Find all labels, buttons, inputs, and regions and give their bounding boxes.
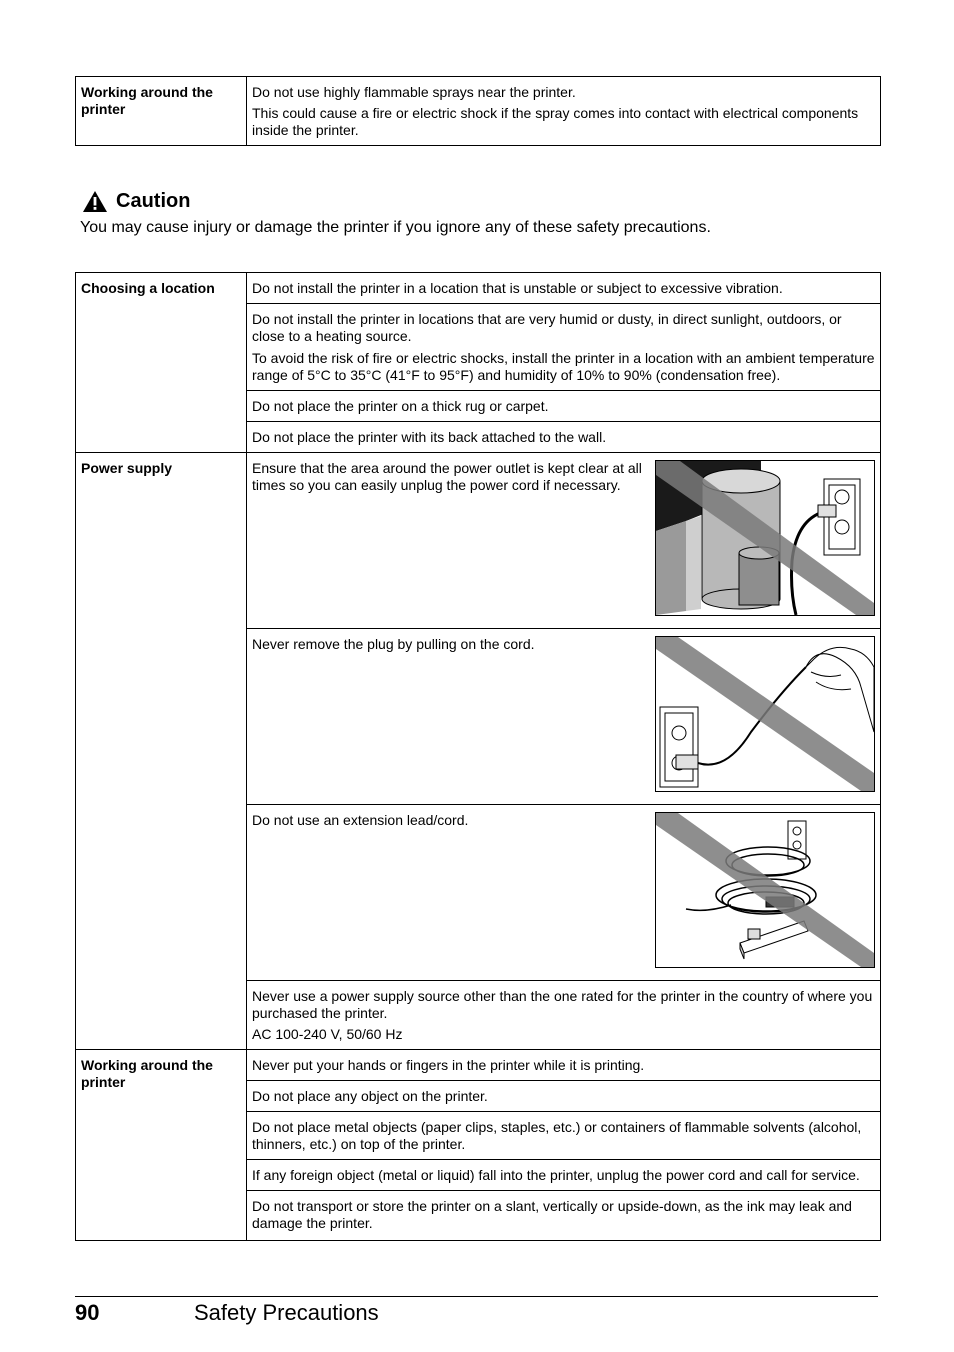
row-header-location: Choosing a location — [76, 273, 247, 453]
location-item-4 — [247, 422, 881, 453]
working-text-1: Never put your hands or fingers in the printer while it is printing. — [252, 1057, 645, 1073]
power-text-4b: AC 100-240 V, 50/60 Hz — [252, 1026, 403, 1042]
location-text-2a: Do not install the printer in locations that are very humid or dusty, in direct sunlight, outdoors, or close to a heating source. — [252, 311, 842, 344]
power-text-2: Never remove the plug by pulling on the cord. — [252, 636, 535, 652]
power-text-3: Do not use an extension lead/cord. — [252, 812, 469, 828]
working-item-3 — [247, 1112, 881, 1160]
caution-heading — [82, 190, 190, 213]
power-item-2 — [247, 629, 881, 805]
working-text-2: Do not place any object on the printer. — [252, 1088, 488, 1104]
working-text-5: Do not transport or store the printer on a slant, vertically or upside-down, as the ink may leak and damage the printer. — [252, 1198, 852, 1231]
extension-cord-illustration — [655, 812, 875, 968]
location-text-1: Do not install the printer in a location that is unstable or subject to excessive vibration. — [252, 280, 783, 296]
pull-cord-illustration — [655, 636, 875, 792]
caution-table — [75, 272, 881, 1241]
caution-title: Caution — [116, 190, 191, 212]
row-header-working: Working around the printer — [76, 77, 247, 146]
location-text-3: Do not place the printer on a thick rug or carpet. — [252, 398, 549, 414]
location-text-4: Do not place the printer with its back attached to the wall. — [252, 429, 607, 445]
power-item-3 — [247, 805, 881, 981]
location-item-3 — [247, 391, 881, 422]
power-item-1 — [247, 453, 881, 629]
location-item-1 — [247, 273, 881, 304]
location-item-2 — [247, 304, 881, 391]
outlet-blocked-illustration — [655, 460, 875, 616]
working-text-3: Do not place metal objects (paper clips, staples, etc.) or containers of flammable solvents (alcohol, thinners, etc.) on top of the printer. — [252, 1119, 862, 1152]
warning-line-1: Do not use highly flammable sprays near the printer. — [252, 84, 576, 100]
warning-triangle-icon — [82, 190, 108, 213]
power-item-4 — [247, 981, 881, 1050]
working-item-5 — [247, 1191, 881, 1241]
working-text-4: If any foreign object (metal or liquid) fall into the printer, unplug the power cord and call for service. — [252, 1167, 860, 1183]
row-header-working-2: Working around the printer — [76, 1050, 247, 1241]
working-item-1 — [247, 1050, 881, 1081]
footer-rule — [75, 1296, 878, 1297]
page-number: 90 — [75, 1300, 100, 1325]
working-item-2 — [247, 1081, 881, 1112]
caution-text: You may cause injury or damage the printer if you ignore any of these safety precautions. — [80, 219, 711, 236]
footer-section-title: Safety Precautions — [194, 1300, 379, 1325]
top-warning-table — [75, 76, 881, 146]
location-text-2b: To avoid the risk of fire or electric shocks, install the printer in a location with an ambient temperature range of 5°C to 35°C (41°F to 95°F) and humidity of 10% to 90% (condensation free). — [252, 350, 875, 383]
warning-cell — [247, 77, 881, 146]
working-item-4 — [247, 1160, 881, 1191]
power-text-1: Ensure that the area around the power outlet is kept clear at all times so you can easily unplug the power cord if necessary. — [252, 460, 642, 493]
power-text-4a: Never use a power supply source other than the one rated for the printer in the country of where you purchased the printer. — [252, 988, 873, 1021]
warning-line-2: This could cause a fire or electric shock if the spray comes into contact with electrical components inside the printer. — [252, 105, 859, 138]
row-header-power: Power supply — [76, 453, 247, 1050]
